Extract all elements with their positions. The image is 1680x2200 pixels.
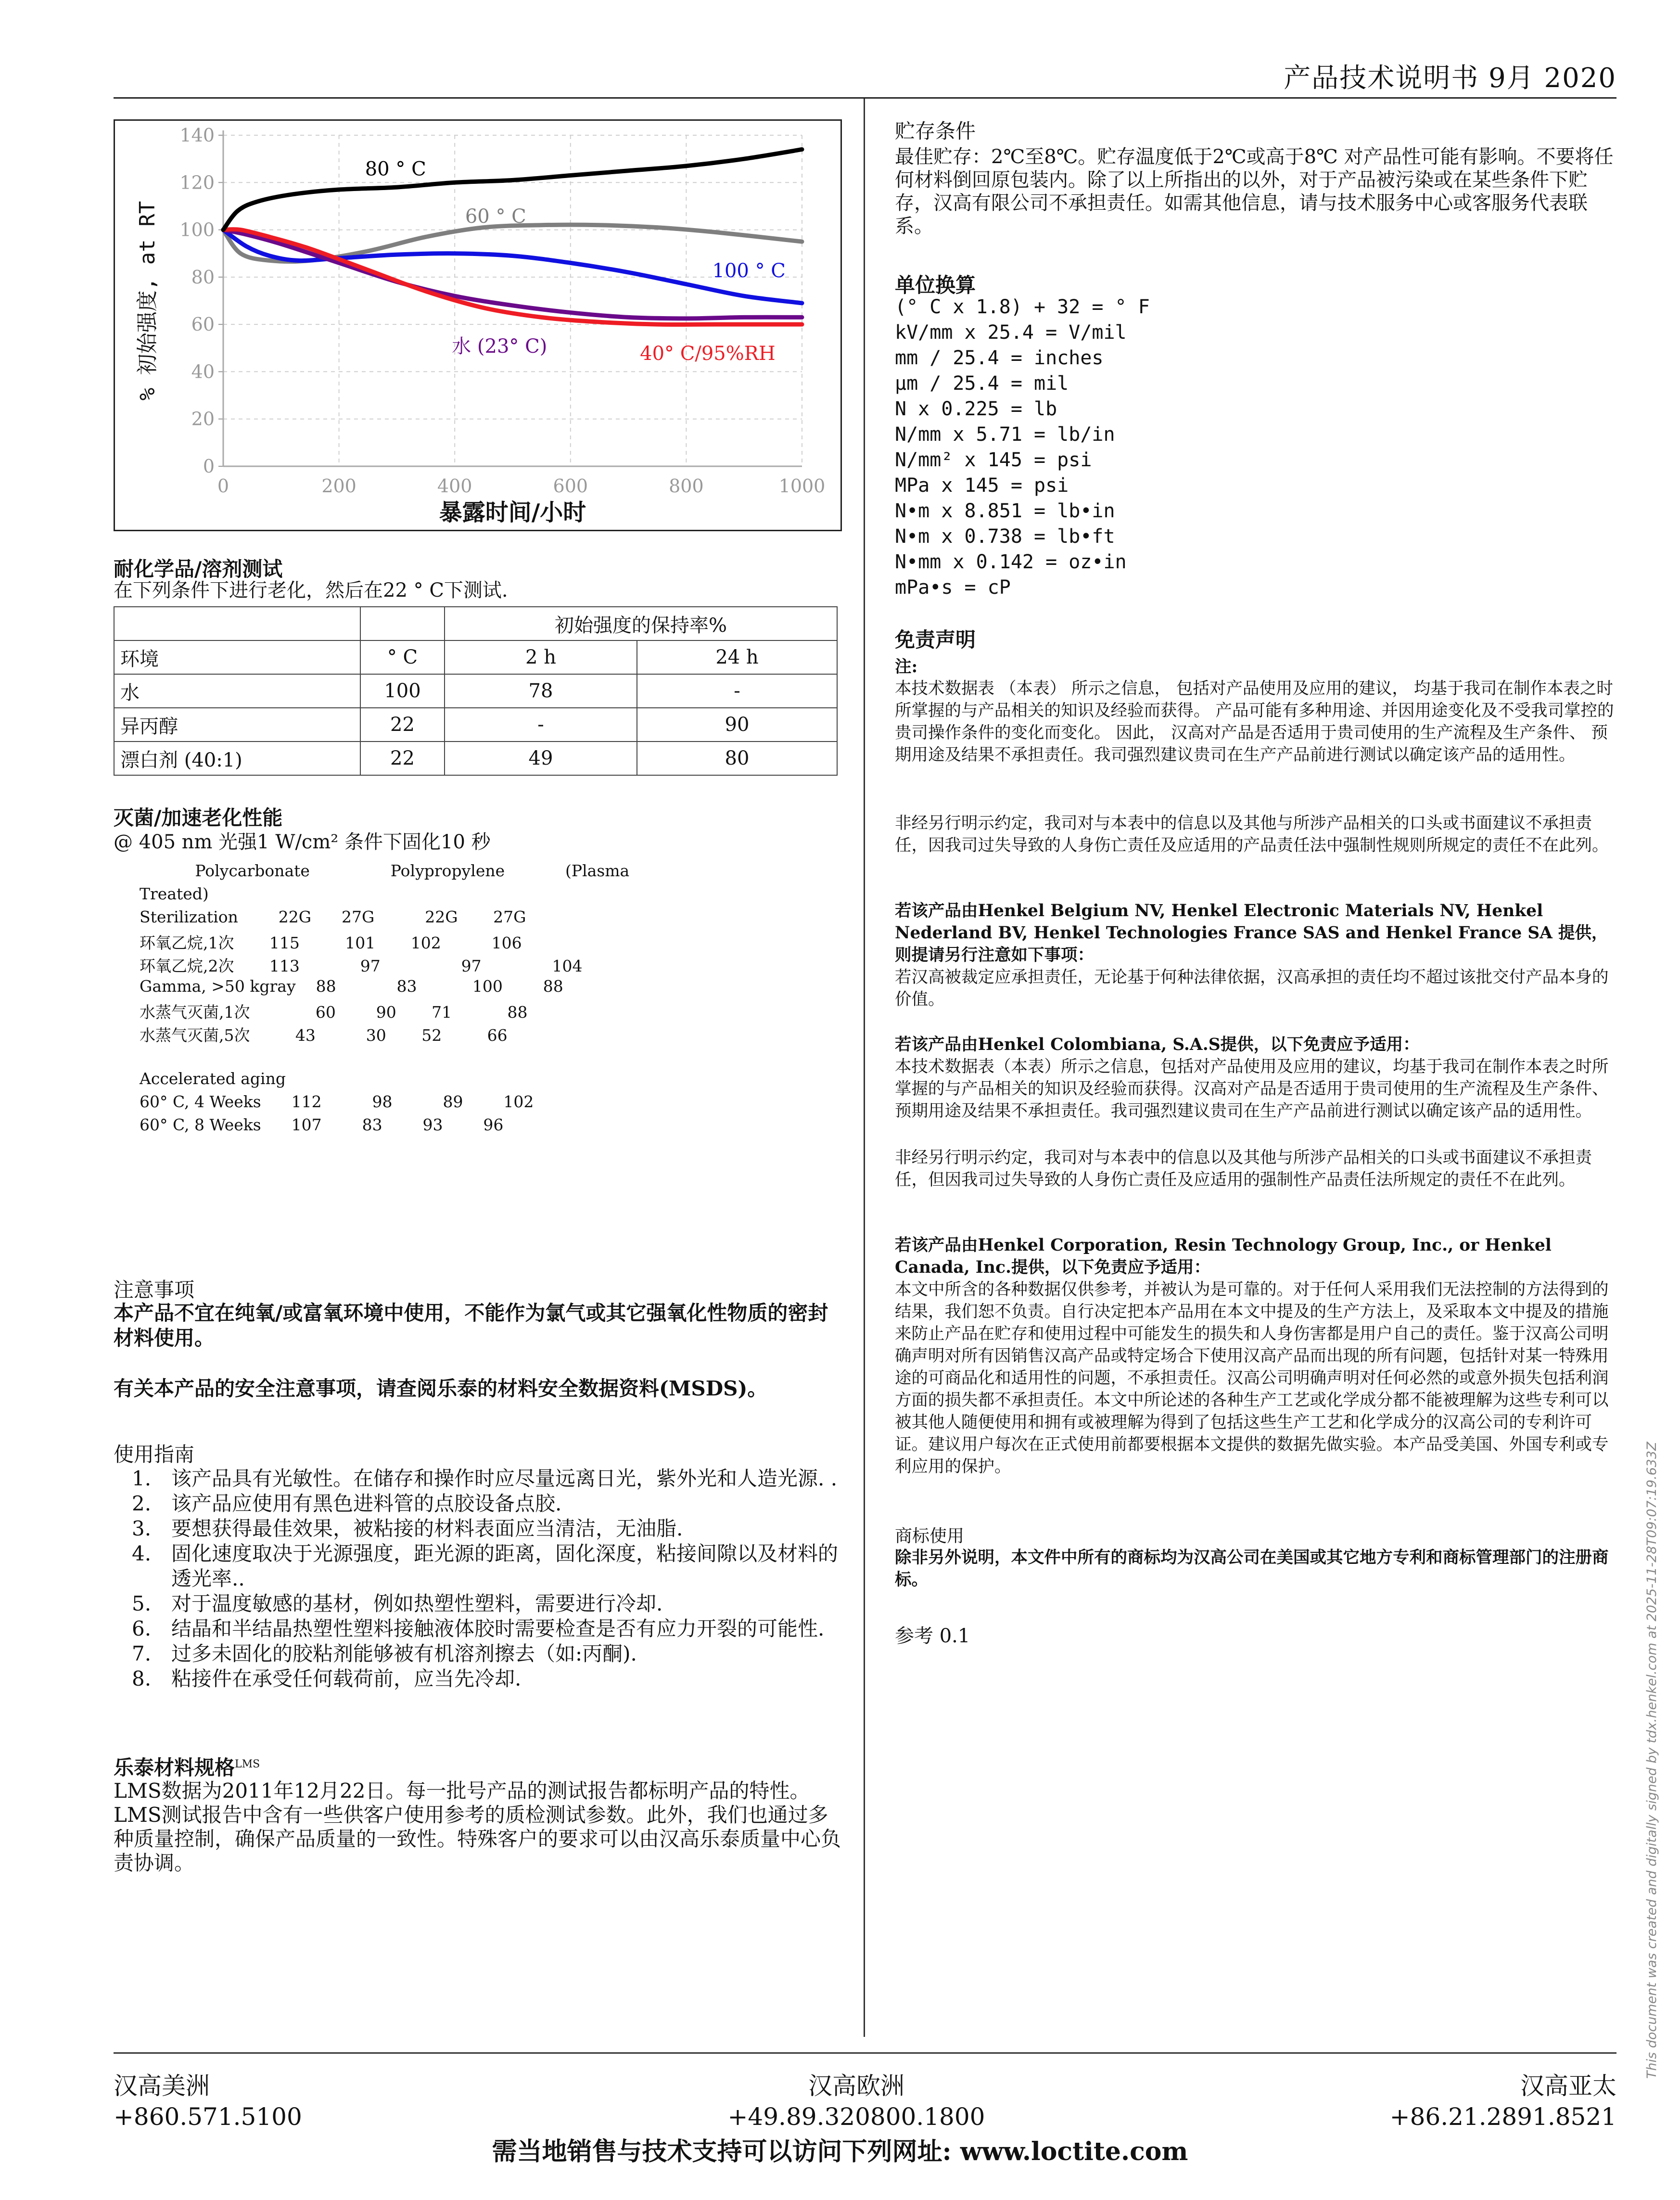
series-label: 40° C/95%RH: [640, 342, 776, 365]
x-tick-label: 400: [437, 475, 472, 497]
h2-cell: 78: [445, 674, 637, 708]
item-text: 该产品应使用有黑色进料管的点胶设备点胶.: [171, 1492, 562, 1515]
y-tick-label: 20: [191, 408, 215, 430]
chem-title: 耐化学品/溶剂测试: [114, 557, 283, 581]
unit-line: N x 0.225 = lb: [895, 398, 1057, 420]
footer-website-line: 需当地销售与技术支持可以访问下列网址: www.loctite.com: [492, 2137, 1188, 2166]
item-number: 4.: [132, 1542, 152, 1565]
europe-phone: +49.89.320800.1800: [727, 2103, 985, 2131]
x-tick-label: 600: [553, 475, 588, 497]
item-text: 过多未固化的胶粘剂能够被有机溶剂擦去（如:丙酮).: [171, 1642, 637, 1665]
item-number: 1.: [132, 1467, 152, 1490]
y-tick-label: 120: [179, 172, 215, 193]
footer-europe: [722, 2071, 991, 2132]
unit-line: N•m x 0.738 = lb•ft: [895, 525, 1115, 548]
steril-line: Accelerated aging: [140, 1069, 286, 1088]
retention-header: 初始强度的保持率%: [445, 607, 837, 640]
document-title: 产品技术说明书 9月 2020: [1284, 63, 1616, 94]
list-item: [114, 1541, 845, 1591]
footer-rule: [114, 2052, 1616, 2054]
y-tick-label: 100: [179, 219, 215, 241]
x-tick-label: 1000: [778, 475, 826, 497]
unit-line: N/mm x 5.71 = lb/in: [895, 423, 1115, 446]
lms-superscript: LMS: [235, 1758, 260, 1770]
list-item: [114, 1641, 845, 1666]
item-number: 5.: [132, 1592, 152, 1615]
disclaimer-p3: 若汉高被裁定应承担责任，无论基于何种法律依据，汉高承担的责任均不超过该批交付产品本身的价值。: [895, 968, 1609, 1009]
temp-cell: 100: [360, 674, 445, 708]
list-item: [114, 1516, 845, 1541]
unit-line: N•m x 8.851 = lb•in: [895, 500, 1115, 522]
item-text: 对于温度敏感的基材，例如热塑性塑料，需要进行冷却.: [171, 1592, 663, 1615]
americas-name: 汉高美洲: [114, 2072, 210, 2100]
list-item: [114, 1616, 845, 1641]
temp-cell: 22: [360, 708, 445, 742]
item-number: 8.: [132, 1667, 152, 1690]
lms-title-text: 乐泰材料规格: [114, 1756, 235, 1779]
x-tick-label: 200: [321, 475, 356, 497]
h24-cell: -: [637, 674, 837, 708]
y-tick-label: 60: [191, 314, 215, 335]
storage-text: 最佳贮存：2℃至8℃。贮存温度低于2℃或高于8℃ 对产品性可能有影响。不要将任何材料倒回原包装内。除了以上所指出的以外，对于产品被污染或在某些条件下贮存，汉高有限公司不承担责任。如需其他信息，请与技术服务中心或客服务代表联系。: [895, 146, 1614, 237]
steril-line: Sterilization 22G 27G 22G 27G: [140, 908, 526, 926]
steril-title: 灭菌/加速老化性能: [114, 806, 283, 830]
h24-cell: 90: [637, 708, 837, 742]
disclaimer-p2: 非经另行明示约定，我司对与本表中的信息以及其他与所涉产品相关的口头或书面建议不承担责任，因我司过失导致的人身伤亡责任及应适用的产品责任法中强制性规则所规定的责任不在此列。: [895, 814, 1609, 855]
series-label: 60 ° C: [465, 205, 526, 228]
item-text: 该产品具有光敏性。在储存和操作时应尽量远离日光，紫外光和人造光源. .: [171, 1467, 838, 1490]
strength-retention-chart: [114, 119, 842, 531]
item-text: 结晶和半结晶热塑性塑料接触液体胶时需要检查是否有应力开裂的可能性.: [171, 1617, 825, 1640]
table-cell-empty: [360, 607, 445, 640]
col-env-header: 环境: [114, 640, 360, 674]
unit-line: mPa•s = cP: [895, 576, 1011, 599]
col-temp-header: ° C: [360, 640, 445, 674]
item-text: 固化速度取决于光源强度，距光源的距离，固化深度，粘接间隙以及材料的透光率..: [171, 1542, 839, 1590]
item-number: 3.: [132, 1517, 152, 1540]
disclaimer-note-label: 注:: [895, 657, 918, 677]
item-number: 6.: [132, 1617, 152, 1640]
footer-americas: [114, 2071, 302, 2132]
steril-line: Polycarbonate Polypropylene (Plasma: [140, 861, 630, 880]
col-24h-header: 24 h: [637, 640, 837, 674]
y-tick-label: 40: [191, 361, 215, 383]
disclaimer-colombiana-heading: 若该产品由Henkel Colombiana, S.A.S提供，以下免责应予适用：: [895, 1035, 1420, 1054]
steril-line: 环氧乙烷,2次 113 97 97 104: [140, 957, 583, 975]
disclaimer-p6: 本文中所含的各种数据仅供参考，并被认为是可靠的。对于任何人采用我们无法控制的方法得到的结果，我们恕不负责。自行决定把本产品用在本文中提及的生产方法上，及采取本文中提及的措施来防止产品在贮存和使用过程中可能发生的损失和人身伤害都是用户自己的责任。鉴于汉高公司明确声明对所有因销售汉高产品或特定场合下使用汉高产品而出现的所有问题，包括针对某一特殊用途的可商品化和适用性的问题，不承担责任。汉高公司明确声明对任何必然的或意外损失包括利润方面的损失都不承担责任。本文中所论述的各种生产工艺或化学成分都不能被理解为这些专利可以被其他人随便使用和拥有或被理解为得到了包括这些生产工艺和化学成分的汉高公司的专利许可证。建议用户每次在正式使用前都要根据本文提供的数据先做实验。本产品受美国、外国专利或专利应用的保护。: [895, 1280, 1609, 1476]
storage-title: 贮存条件: [895, 119, 976, 143]
reference-text: 参考 0.1: [895, 1625, 970, 1647]
series-label: 水 (23° C): [452, 335, 547, 358]
y-tick-label: 0: [203, 456, 215, 477]
temp-cell: 22: [360, 742, 445, 775]
steril-line: 60° C, 8 Weeks 107 83 93 96: [140, 1115, 504, 1134]
h24-cell: 80: [637, 742, 837, 775]
steril-line: 60° C, 4 Weeks 112 98 89 102: [140, 1092, 534, 1111]
digital-signature-note: This document was created and digitally signed by tdx.henkel.com at 2025-11-28T09:07:19.633Z: [1644, 1442, 1659, 2079]
asia-name: 汉高亚太: [1520, 2072, 1616, 2100]
header-rule: [114, 97, 1616, 99]
y-axis-label: % 初始强度, at RT: [135, 201, 160, 401]
y-tick-label: 140: [179, 125, 215, 146]
unit-line: mm / 25.4 = inches: [895, 347, 1104, 369]
steril-cure-note: @ 405 nm 光强1 W/cm² 条件下固化10 秒: [114, 831, 491, 853]
disclaimer-p1: 本技术数据表 （本表） 所示之信息， 包括对产品使用及应用的建议， 均基于我司在制作本表之时所掌握的与产品相关的知识及经验而获得。 产品可能有多种用途、并因用途变化及不受我司掌控的贵司操作条件的变化而变化。 因此， 汉高对产品是否适用于贵司使用的生产流程及生产条件、 预期用途及结果不承担责任。我司强烈建议贵司在生产产品前进行测试以确定该产品的适用性。: [895, 679, 1614, 765]
unit-line: (° C x 1.8) + 32 = ° F: [895, 296, 1150, 318]
env-cell: 异丙醇: [114, 708, 360, 742]
item-number: 7.: [132, 1642, 152, 1665]
series-label: 80 ° C: [365, 158, 426, 180]
lms-text: LMS数据为2011年12月22日。每一批号产品的测试报告都标明产品的特性。LMS测试报告中含有一些供客户使用参考的质检测试参数。此外，我们也通过多种质量控制，确保产品质量的一致性。特殊客户的要求可以由汉高乐泰质量中心负责协调。: [114, 1779, 841, 1875]
h2-cell: 49: [445, 742, 637, 775]
item-text: 要想获得最佳效果，被粘接的材料表面应当清洁，无油脂.: [171, 1517, 683, 1540]
item-text: 粘接件在承受任何载荷前，应当先冷却.: [171, 1667, 522, 1690]
disclaimer-title: 免责声明: [895, 628, 976, 652]
x-tick-label: 800: [669, 475, 704, 497]
disclaimer-corporation-heading: 若该产品由Henkel Corporation, Resin Technology Group, Inc., or Henkel Canada, Inc.提供，以下免责应予适用：: [895, 1236, 1552, 1277]
disclaimer-p5: 非经另行明示约定，我司对与本表中的信息以及其他与所涉产品相关的口头或书面建议不承担责任，但因我司过失导致的人身伤亡责任及应适用的强制性产品责任法所规定的责任不在此列。: [895, 1148, 1592, 1190]
list-item: [114, 1591, 845, 1616]
trademark-text: 除非另外说明，本文件中所有的商标均为汉高公司在美国或其它地方专利和商标管理部门的注册商标。: [895, 1548, 1609, 1589]
list-item: [114, 1466, 845, 1491]
steril-line: Treated): [140, 884, 209, 903]
americas-phone: +860.571.5100: [114, 2103, 302, 2131]
table-row: [114, 708, 837, 742]
steril-line: 水蒸气灭菌,1次 60 90 71 88: [140, 1003, 528, 1022]
steril-line: 水蒸气灭菌,5次 43 30 52 66: [140, 1026, 508, 1045]
guide-list: [114, 1466, 845, 1691]
series-label: 100 ° C: [712, 259, 786, 282]
col-2h-header: 2 h: [445, 640, 637, 674]
h2-cell: -: [445, 708, 637, 742]
steril-line: 环氧乙烷,1次 115 101 102 106: [140, 934, 522, 952]
disclaimer-henkel-eu-heading: 若该产品由Henkel Belgium NV, Henkel Electronic Materials NV, Henkel Nederland BV, Henkel Technologies France SAS and Henkel France SA 提供，则提请另行注意如下事项：: [895, 901, 1608, 965]
env-cell: 漂白剂 (40:1): [114, 742, 360, 775]
x-tick-label: 0: [217, 475, 229, 497]
unit-line: N/mm² x 145 = psi: [895, 449, 1092, 471]
notes-msds: 有关本产品的安全注意事项，请查阅乐泰的材料安全数据资料(MSDS)。: [114, 1377, 768, 1400]
notes-title: 注意事项: [114, 1278, 195, 1302]
table-cell-empty: [114, 607, 360, 640]
table-row: [114, 607, 837, 640]
notes-oxygen-warning: 本产品不宜在纯氧/或富氧环境中使用，不能作为氯气或其它强氧化性物质的密封材料使用。: [114, 1301, 828, 1350]
table-row: [114, 640, 837, 674]
europe-name: 汉高欧洲: [808, 2072, 904, 2100]
column-divider: [864, 99, 865, 2037]
guide-title: 使用指南: [114, 1443, 195, 1466]
chem-resistance-table: [114, 606, 838, 776]
chem-intro: 在下列条件下进行老化，然后在22 ° C下测试.: [114, 579, 508, 601]
trademark-title: 商标使用: [895, 1526, 965, 1546]
chart-canvas: [115, 121, 840, 530]
list-item: [114, 1666, 845, 1691]
table-row: [114, 742, 837, 775]
lms-title: [114, 1752, 260, 1781]
item-number: 2.: [132, 1492, 152, 1515]
x-axis-label: 暴露时间/小时: [439, 499, 586, 526]
asia-phone: +86.21.2891.8521: [1389, 2103, 1616, 2131]
disclaimer-p4: 本技术数据表（本表）所示之信息，包括对产品使用及应用的建议，均基于我司在制作本表之时所掌握的与产品相关的知识及经验而获得。汉高对产品是否适用于贵司使用的生产流程及生产条件、预期用途及结果不承担责任。我司强烈建议贵司在生产产品前进行测试以确定该产品的适用性。: [895, 1057, 1609, 1121]
y-tick-label: 80: [191, 266, 215, 288]
table-row: [114, 674, 837, 708]
unit-line: kV/mm x 25.4 = V/mil: [895, 321, 1127, 344]
unit-line: MPa x 145 = psi: [895, 474, 1069, 497]
env-cell: 水: [114, 674, 360, 708]
steril-line: Gamma, >50 kgray 88 83 100 88: [140, 977, 563, 996]
unit-line: N•mm x 0.142 = oz•in: [895, 551, 1127, 573]
list-item: [114, 1491, 845, 1516]
units-title: 单位换算: [895, 273, 976, 297]
unit-line: µm / 25.4 = mil: [895, 372, 1069, 395]
footer-asia: [1390, 2071, 1616, 2132]
